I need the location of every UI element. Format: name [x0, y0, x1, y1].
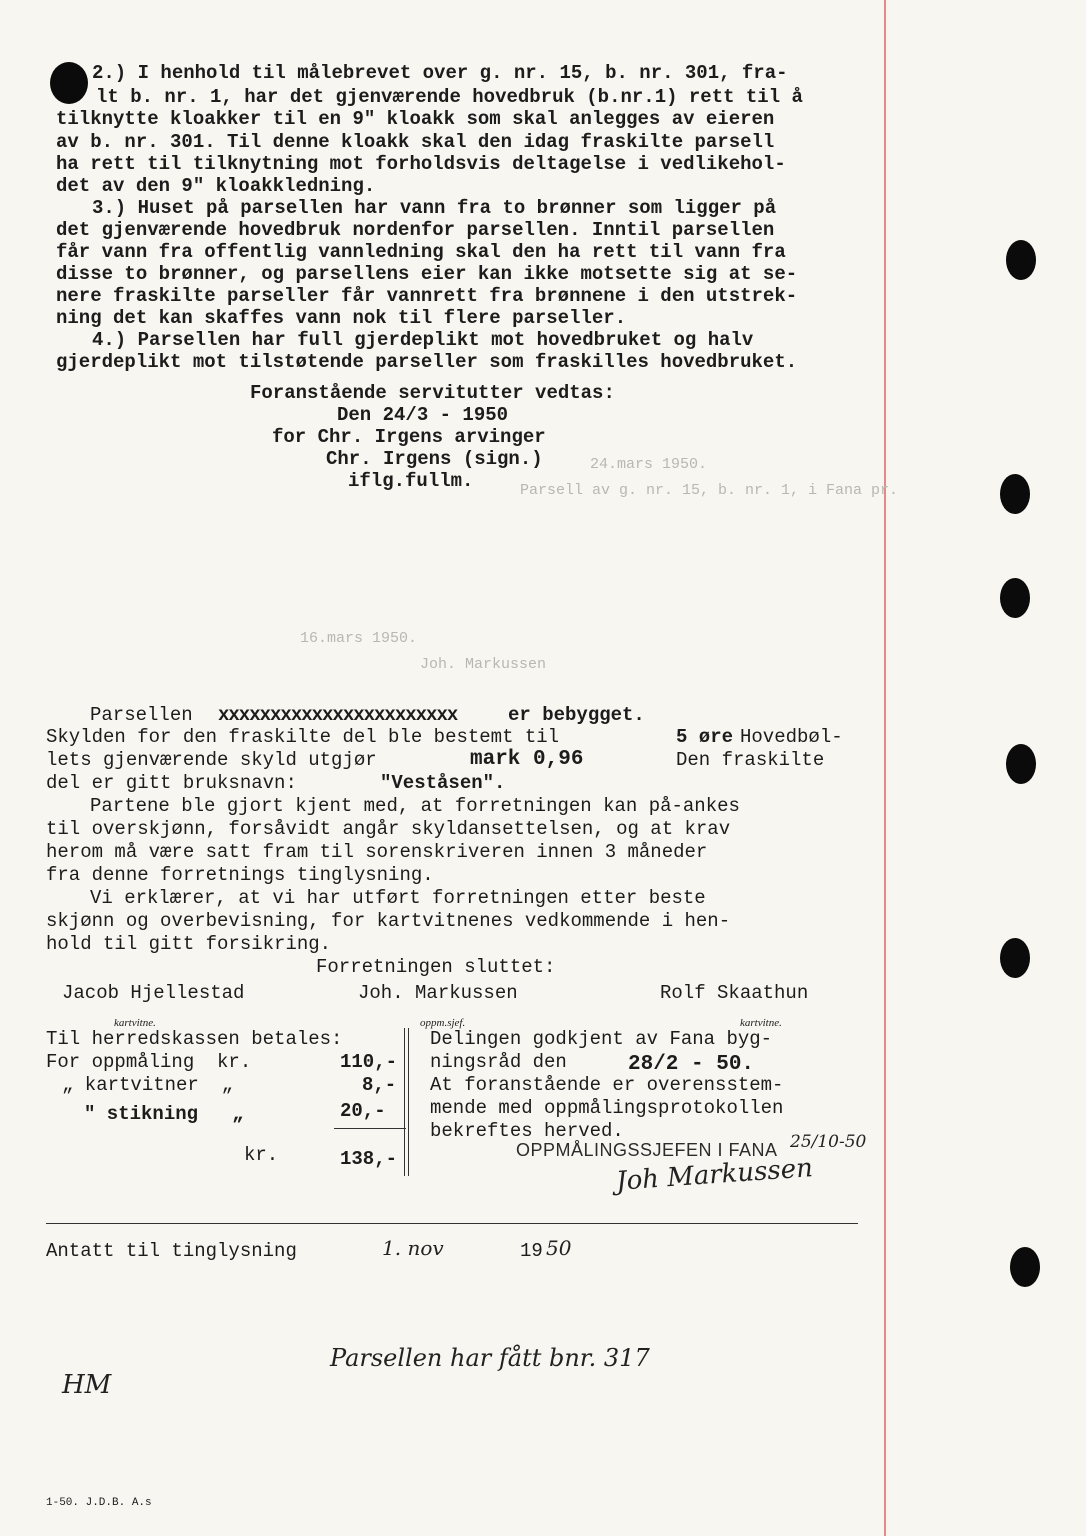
partene-line: skjønn og overbevisning, for kartvitnenes vedkommende i hen- — [46, 910, 731, 932]
fee-amount: 138,- — [340, 1148, 398, 1170]
signoff-line: iflg.fullm. — [348, 470, 474, 492]
punch-hole-icon — [1010, 1247, 1040, 1287]
mark-value: mark 0,96 — [470, 748, 584, 771]
paragraph-line: disse to brønner, og parsellens eier kan ikke motsette sig at se- — [56, 263, 798, 285]
struck-text: xxxxxxxxxxxxxxxxxxxxxxx — [218, 704, 458, 726]
punch-hole-icon — [1000, 578, 1030, 618]
paragraph-line: av b. nr. 301. Til denne kloakk skal den idag fraskilte parsell — [56, 131, 775, 153]
signer-role: oppm.sjef. — [420, 1017, 466, 1029]
bruksnavn: "Veståsen". — [380, 772, 506, 794]
fee-label: kr. — [244, 1144, 279, 1166]
footer-print: 1-50. J.D.B. A.s — [46, 1497, 152, 1509]
hoved-col: Den fraskilte — [676, 749, 825, 771]
partene-line: Vi erklærer, at vi har utført forretningen etter beste — [90, 887, 706, 909]
paragraph-line: det gjenværende hovedbruk nordenfor parsellen. Inntil parsellen — [56, 219, 775, 241]
parsellen-suffix: er bebygget. — [508, 704, 645, 726]
fee-amount: 110,- — [340, 1051, 398, 1073]
partene-line: hold til gitt forsikring. — [46, 933, 332, 955]
fee-label: " stikning „ — [84, 1103, 244, 1125]
paragraph-line: gjerdeplikt mot tilstøtende parseller som fraskilles hovedbruket. — [56, 351, 798, 373]
signer-role: kartvitne. — [114, 1017, 156, 1029]
paragraph-line: tilknytte kloakker til en 9" kloakk som skal anlegges av eieren — [56, 108, 775, 130]
office-stamp: OPPMÅLINGSSJEFEN I FANA — [516, 1140, 778, 1160]
parsellen-prefix: Parsellen — [90, 704, 193, 726]
paragraph-line: det av den 9" kloakkledning. — [56, 175, 376, 197]
signature: Joh Markussen — [615, 1153, 814, 1197]
antatt-date: 1. nov — [382, 1236, 444, 1260]
hoved-col: Hovedbøl- — [740, 726, 843, 748]
punch-hole-icon — [1006, 240, 1036, 280]
fee-label: „ kartvitner „ — [62, 1074, 234, 1096]
partene-line: til overskjønn, forsåvidt angår skyldansettelsen, og at krav — [46, 818, 731, 840]
punch-hole-icon — [50, 62, 88, 104]
column-divider — [408, 1028, 409, 1176]
paragraph-line: får vann fra offentlig vannledning skal den ha rett til vann fra — [56, 241, 786, 263]
approval-line: mende med oppmålingsprotokollen — [430, 1097, 784, 1119]
signer-name: Joh. Markussen — [358, 982, 518, 1004]
signer-name: Jacob Hjellestad — [62, 982, 245, 1004]
antatt-year-hand: 50 — [546, 1236, 572, 1260]
forretningen-sluttet: Forretningen sluttet: — [316, 956, 556, 978]
approval-line: bekreftes herved. — [430, 1120, 624, 1142]
punch-hole-icon — [1006, 744, 1036, 784]
partene-line: Partene ble gjort kjent med, at forretningen kan på-ankes — [90, 795, 740, 817]
paragraph-line: lt b. nr. 1, har det gjenværende hovedbruk (b.nr.1) rett til å — [96, 86, 803, 108]
ghost-text: Joh. Markussen — [420, 656, 547, 673]
handwritten-note: Parsellen har fått bnr. 317 — [330, 1344, 650, 1372]
paragraph-line: ha rett til tilknytning mot forholdsvis deltagelse i vedlikehol- — [56, 153, 786, 175]
approval-date: 28/2 - 50. — [628, 1053, 755, 1076]
antatt-label: Antatt til tinglysning — [46, 1240, 297, 1262]
ghost-text: 16.mars 1950. — [300, 630, 418, 647]
paragraph-line: ning det kan skaffes vann nok til flere parseller. — [56, 307, 627, 329]
signoff-line: Chr. Irgens (sign.) — [326, 448, 543, 470]
approval-line: Delingen godkjent av Fana byg- — [430, 1028, 773, 1050]
signer-name: Rolf Skaathun — [660, 982, 809, 1004]
paragraph-line: 3.) Huset på parsellen har vann fra to brønner som ligger på — [92, 197, 777, 219]
antatt-year: 19 — [520, 1240, 543, 1262]
fee-amount: 8,- — [362, 1074, 397, 1096]
fee-label: For oppmåling kr. — [46, 1051, 252, 1073]
signoff-line: for Chr. Irgens arvinger — [272, 426, 546, 448]
signoff-line: Foranstående servitutter vedtas: — [250, 382, 615, 404]
column-divider — [404, 1028, 405, 1176]
punch-hole-icon — [1000, 938, 1030, 978]
fee-amount: 20,- — [340, 1100, 386, 1122]
punch-hole-icon — [1000, 474, 1030, 514]
initials: HM — [62, 1370, 112, 1400]
skyld-value: 5 øre — [676, 726, 734, 748]
approval-line: At foranstående er overensstem- — [430, 1074, 784, 1096]
skylden-line: del er gitt bruksnavn: — [46, 772, 297, 794]
divider-rule — [46, 1223, 858, 1224]
ghost-text: 24.mars 1950. — [590, 456, 708, 473]
ghost-text: Parsell av g. nr. 15, b. nr. 1, i Fana pr. — [520, 482, 899, 499]
signoff-line: Den 24/3 - 1950 — [337, 404, 509, 426]
paragraph-line: 4.) Parsellen har full gjerdeplikt mot hovedbruket og halv — [92, 329, 754, 351]
margin-rule — [884, 0, 886, 1536]
approval-line: ningsråd den — [430, 1051, 567, 1073]
fees-heading: Til herredskassen betales: — [46, 1028, 343, 1050]
skylden-line: lets gjenværende skyld utgjør — [46, 749, 377, 771]
paragraph-line: nere fraskilte parseller får vannrett fra brønnene i den utstrek- — [56, 285, 798, 307]
paragraph-line: 2.) I henhold til målebrevet over g. nr. 15, b. nr. 301, fra- — [92, 62, 788, 84]
signer-role: kartvitne. — [740, 1017, 782, 1029]
stamp-date: 25/10-50 — [790, 1132, 867, 1152]
sum-rule — [334, 1128, 406, 1129]
partene-line: herom må være satt fram til sorenskriveren innen 3 måneder — [46, 841, 708, 863]
skylden-line: Skylden for den fraskilte del ble bestemt til — [46, 726, 560, 748]
partene-line: fra denne forretnings tinglysning. — [46, 864, 434, 886]
